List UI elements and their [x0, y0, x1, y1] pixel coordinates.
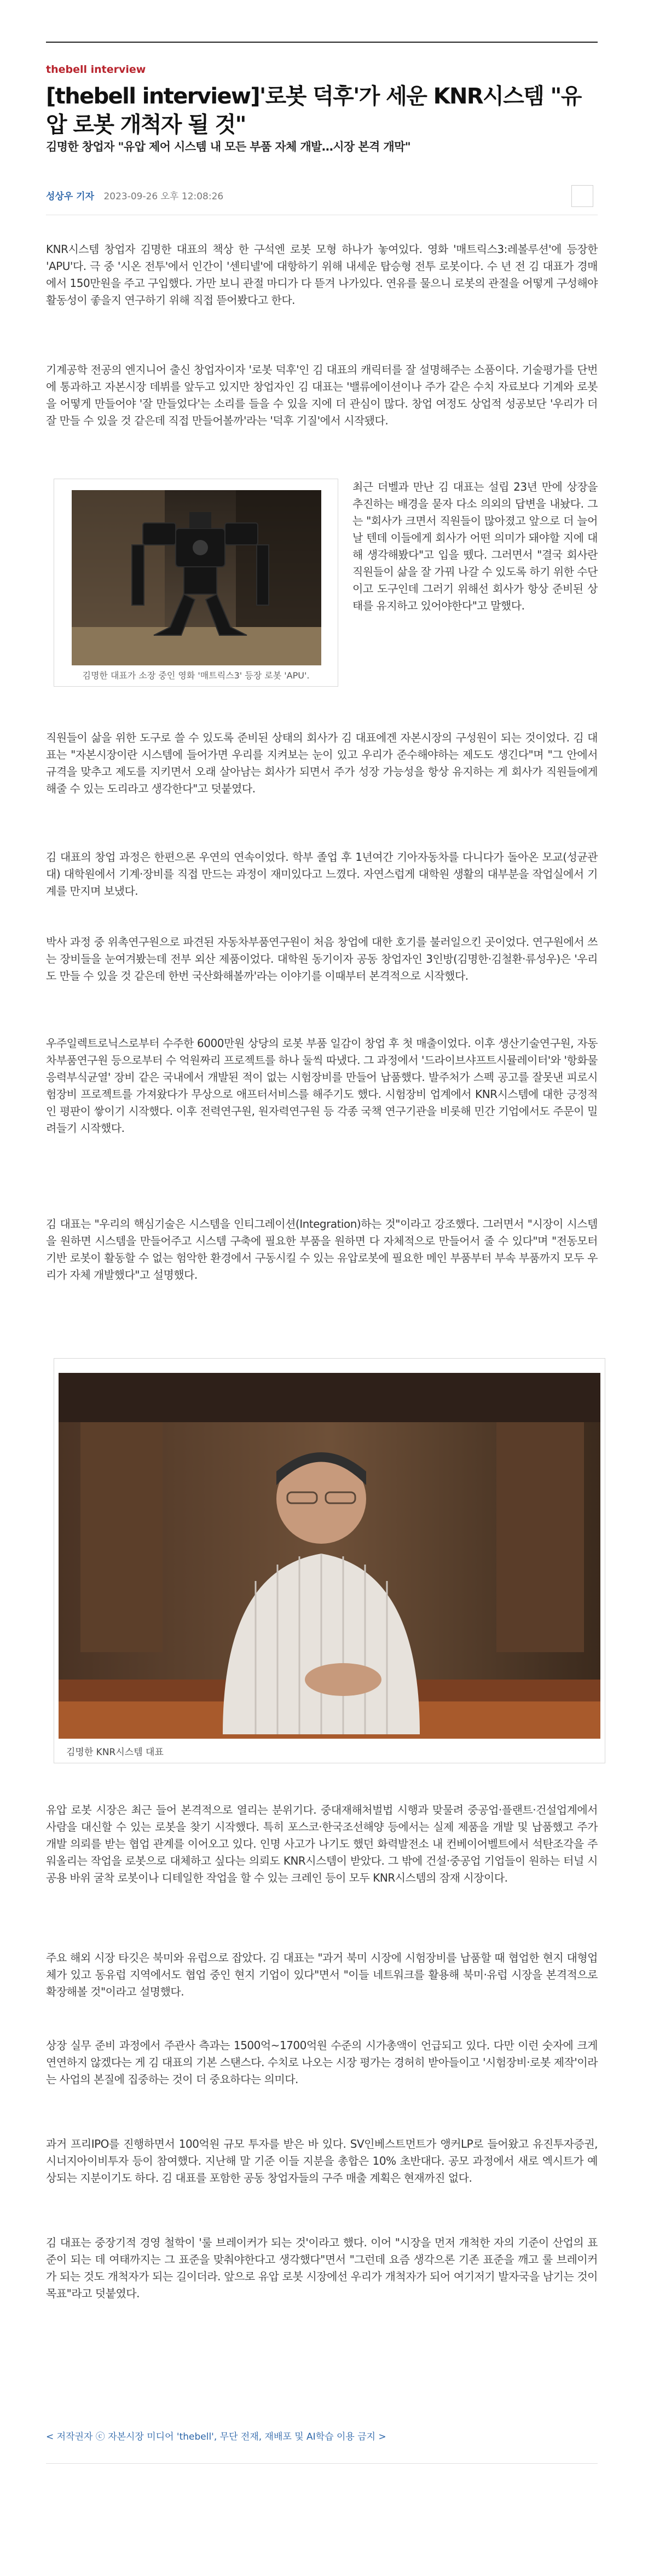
share-box-icon[interactable] — [571, 185, 593, 207]
paragraph: 과거 프리IPO를 진행하면서 100억원 규모 투자를 받은 바 있다. SV인베스트먼트가 앵커LP로 들어왔고 유진투자증권, 시너지아이비투자 등이 참여했다. 지난해 말 기준 이들 지분을 총합은 10% 초반대다. 공모 과정에서 새로 엑시트가 예상되는 지분이기도 하다. 김 대표를 포함한 공동 창업자들의 구주 매출 계획은 현재까진 없다. — [46, 2137, 598, 2184]
paragraph: 김 대표는 중장기적 경영 철학이 '룰 브레이커가 되는 것'이라고 했다. 이어 "시장을 먼저 개척한 자의 기준이 산업의 표준이 되는 데 여태까지는 그 표준을 맞춰야한다고 생각했다"면서 "그런데 요즘 생각으론 기존 표준을 깨고 룰 브레이커가 되는 것도 개척자가 되는 길이더라. 앞으로 유압 로봇 시장에선 우리가 개척자가 되어 여기저기 발자국을 남기는 것이 목표"라고 덧붙였다. — [46, 2236, 598, 2300]
top-divider — [46, 42, 598, 43]
apu-robot-image — [72, 490, 321, 665]
paragraph: 직원들이 삶을 위한 도구로 쓸 수 있도록 준비된 상태의 회사가 김 대표에겐 자본시장의 구성원이 되는 것이었다. 김 대표는 "자본시장이란 시스템에 들어가면 우리를 지켜보는 눈이 있고 우리가 준수해야하는 제도도 생긴다"며 "그 안에서 규격을 맞추고 제도를 지키면서 오래 살아남는 회사가 되면서 주가 성장 가능성을 항상 유지하는 게 회사가 직원들에게 해줄 수 있는 도리라고 생각한다"고 덧붙였다. — [46, 731, 598, 795]
article-subheadline: 김명한 창업자 "유압 제어 시스템 내 모든 부품 자체 개발…시장 본격 개막" — [46, 140, 411, 153]
figure-apu-robot — [54, 479, 338, 687]
author-name[interactable]: 성상우 기자 — [46, 191, 95, 202]
paragraph: 박사 과정 중 위촉연구원으로 파견된 자동차부품연구원이 처음 창업에 대한 호기를 불러일으킨 곳이었다. 연구원에서 쓰는 장비들을 눈여겨봤는데 전부 외산 제품이었다. 대학원 동기이자 공동 창업자인 3인방(김명한·김철환·류성우)은 '우리도 만들 수 있을 것 같은데 한번 국산화해볼까'라는 이야기를 이때부터 본격적으로 시작했다. — [46, 935, 598, 982]
figure-ceo-portrait — [54, 1358, 605, 1763]
paragraph: KNR시스템 창업자 김명한 대표의 책상 한 구석엔 로봇 모형 하나가 놓여있다. 영화 '매트릭스3:레볼루션'에 등장한 'APU'다. 극 중 '시온 전투'에서 인간이 '센티넬'에 대항하기 위해 내세운 탑승형 전투 로봇이다. 수 년 전 김 대표가 경매에서 150만원을 주고 구입했다. 가만 보니 관절 마디가 다 뜯겨 나가있다. 연유를 물으니 로봇의 관절을 어떻게 구성해야 활동성이 좋을지 연구하기 위해 직접 뜯어봤다고 한다. — [46, 243, 598, 307]
figure-caption: 김명한 KNR시스템 대표 — [66, 1747, 164, 1758]
paragraph: 김 대표의 창업 과정은 한편으론 우연의 연속이었다. 학부 졸업 후 1년여간 기아자동차를 다니다가 돌아온 모교(성균관대) 대학원에서 기계·장비를 직접 만드는 과정이 재미있다고 느꼈다. 자연스럽게 대학원 생활의 대부분을 작업실에서 기계를 만지며 보냈다. — [46, 850, 598, 898]
paragraph: 유압 로봇 시장은 최근 들어 본격적으로 열리는 분위기다. 중대재해처벌법 시행과 맞물려 중공업·플랜트·건설업계에서 사람을 대신할 수 있는 로봇을 찾기 시작했다. 특히 포스코·한국조선해양 등에서는 실제 제품을 개발 및 납품했고 주가 개발 의뢰를 받는 협업 관계를 이어오고 있다. 인명 사고가 나기도 했던 화력발전소 내 컨베이어벨트에서 석탄조각을 주워올리는 작업을 로봇으로 대체하고 싶다는 의뢰도 KNR시스템이 받았다. 그 밖에 건설·중공업 기업들이 원하는 터널 시공용 바위 굴착 로봇이나 디테일한 작업을 할 수 있는 크레인 등이 모두 KNR시스템의 잠재 시장이다. — [46, 1803, 598, 1884]
ceo-portrait-photo — [59, 1373, 600, 1739]
figure-caption: 김명한 대표가 소장 중인 영화 '매트릭스3' 등장 로봇 'APU'. — [82, 670, 310, 681]
publish-timestamp: 2023-09-26 오후 12:08:26 — [103, 191, 224, 202]
paragraph: 주요 해외 시장 타깃은 북미와 유럽으로 잡았다. 김 대표는 "과거 북미 시장에 시험장비를 납품할 때 협업한 현지 대형업체가 있고 동유럽 지역에서도 협업 중인 현지 기업이 있다"면서 "이들 네트워크를 활용해 북미·유럽 시장을 본격적으로 확장해볼 것"이라고 설명했다. — [46, 1951, 598, 1998]
paragraph: 기계공학 전공의 엔지니어 출신 창업자이자 '로봇 덕후'인 김 대표의 캐릭터를 잘 설명해주는 소품이다. 기술평가를 단번에 통과하고 자본시장 데뷔를 앞두고 있지만 창업자인 김 대표는 '밸류에이션이나 주가 같은 수치 자료보다 기계와 로봇을 어떻게 만들어야 '잘 만들었다'는 소리를 들을 수 있을 지에 더 관심이 많다. 창업 여정도 상업적 성공보단 '우리가 더 잘 만들 수 있을 것 같은데 직접 만들어볼까'라는 '덕후 기질'에서 시작됐다. — [46, 363, 598, 427]
section-label[interactable]: thebell interview — [46, 64, 146, 76]
paragraph: 우주일렉트로닉스로부터 수주한 6000만원 상당의 로봇 부품 일감이 창업 후 첫 매출이었다. 이후 생산기술연구원, 자동차부품연구원 등으로부터 수 억원짜리 프로젝트를 하나 둘씩 따냈다. 그 과정에서 '드라이브샤프트시뮬레이터'와 '항화물응력부식균열' 장비 같은 국내에서 개발된 적이 없는 시험장비를 만들어 납품했다. 발주처가 스펙 공고를 잘못낸 피로시험장비 프로젝트를 가져왔다가 무상으로 애프터서비스를 해주기도 했다. 시험장비 업계에서 KNR시스템에 대한 긍정적인 평판이 쌓이기 시작했다. 이후 전력연구원, 원자력연구원 등 각종 국책 연구기관을 비롯해 민간 기업에서도 주문이 밀려들기 시작했다. — [46, 1037, 598, 1135]
copyright-notice: < 저작권자 ⓒ 자본시장 미디어 'thebell', 무단 전재, 재배포 및 AI학습 이용 금지 > — [46, 2431, 386, 2442]
byline — [46, 188, 223, 202]
bottom-divider — [46, 2463, 598, 2464]
ceo-portrait-image — [59, 1373, 600, 1739]
paragraph: 상장 실무 준비 과정에서 주관사 측과는 1500억~1700억원 수준의 시가총액이 언급되고 있다. 다만 이런 숫자에 크게 연연하지 않겠다는 게 김 대표의 기본 스탠스다. 수치로 나오는 시장 평가는 경허히 받아들이고 '시험장비·로봇 제작'이라는 사업의 본질에 집중하는 것이 더 중요하다는 의미다. — [46, 2039, 598, 2086]
article-headline: [thebell interview]'로봇 덕후'가 세운 KNR시스템 "유압 로봇 개척자 될 것" — [46, 84, 581, 137]
apu-robot-photo — [72, 490, 321, 665]
paragraph: 최근 더벨과 만난 김 대표는 설립 23년 만에 상장을 추진하는 배경을 묻자 다소 의외의 답변을 내놨다. 그는 "회사가 크면서 직원들이 많아졌고 앞으로 더 늘어날 텐데 이들에게 회사가 어떤 의미가 돼야할 지에 대해 생각해봤다"고 입을 뗐다. 그러면서 "결국 회사란 직원들이 삶을 잘 가꿔 나갈 수 있도록 하기 위한 수단이고 도구인데 그러기 위해선 회사가 항상 준비된 상태를 유지하고 있어야한다"고 말했다. — [352, 480, 598, 612]
paragraph: 김 대표는 "우리의 핵심기술은 시스템을 인티그레이션(Integration)하는 것"이라고 강조했다. 그러면서 "시장이 시스템을 원하면 시스템을 만들어주고 시스템 구축에 필요한 부품을 원하면 다 자체적으로 만들어서 줄 수 있다"며 "전동모터 기반 로봇이 활동할 수 없는 험악한 환경에서 구동시킬 수 있는 유압로봇에 필요한 메인 부품부터 부속 부품까지 모두 우리가 자체 개발했다"고 설명했다. — [46, 1217, 598, 1281]
